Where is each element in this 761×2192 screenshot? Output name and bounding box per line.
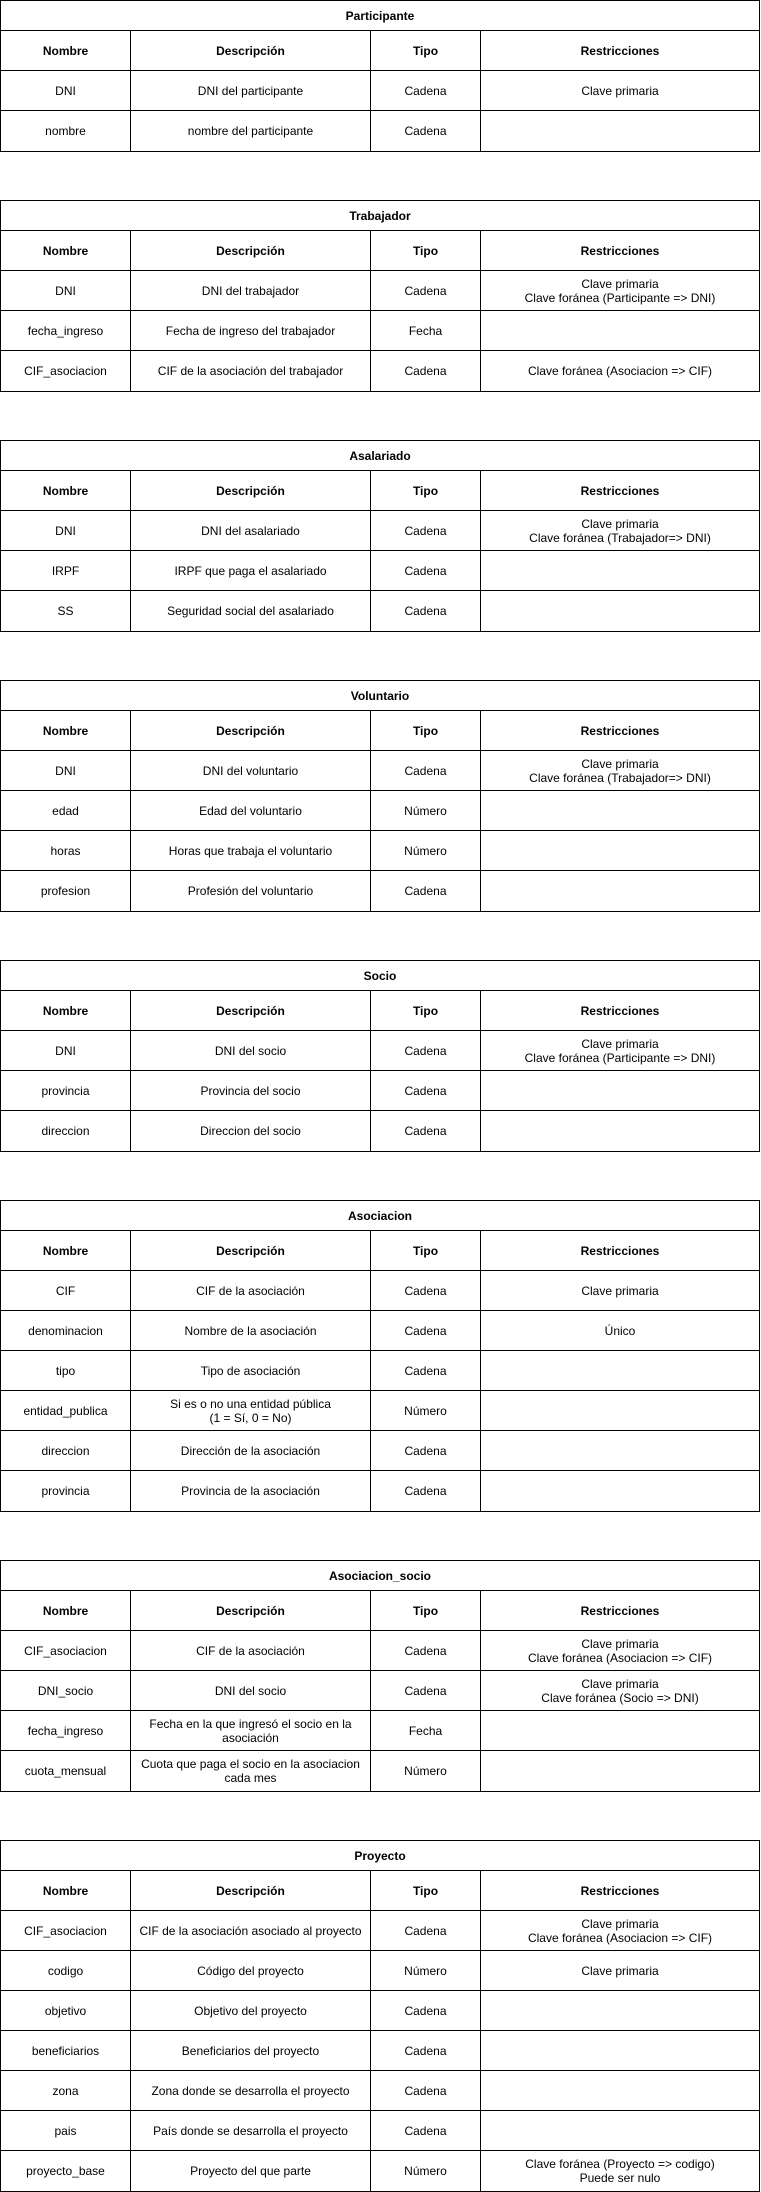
header-tipo: Tipo [371,471,481,510]
nombre-cell: direccion [1,1431,131,1470]
table-row [1,1911,759,1951]
tipo-cell: Cadena [371,271,481,310]
header-descripcion: Descripción [131,231,371,270]
tipo-cell: Número [371,1951,481,1990]
restricciones-cell: Clave primaria Clave foránea (Participante => DNI) [524,276,716,305]
table-row [1,871,759,911]
descripcion-cell: Si es o no una entidad pública (1 = Sí, 0 = No) [131,1391,371,1430]
tipo-cell: Cadena [371,1351,481,1390]
header-row [1,1231,759,1271]
nombre-cell: denominacion [1,1311,131,1350]
descripcion-cell: Proyecto del que parte [131,2151,371,2191]
table-row [1,1711,759,1751]
tipo-cell: Cadena [371,1431,481,1470]
table-title: Asalariado [1,441,759,471]
header-row [1,471,759,511]
tipo-cell: Cadena [371,1271,481,1310]
nombre-cell: CIF_asociacion [1,1911,131,1950]
header-descripcion: Descripción [131,991,371,1030]
header-restricciones: Restricciones [580,1243,660,1258]
header-row [1,31,759,71]
tipo-cell: Cadena [371,1991,481,2030]
tipo-cell: Cadena [371,1911,481,1950]
header-row [1,231,759,271]
tipo-cell: Cadena [371,2031,481,2070]
nombre-cell: codigo [1,1951,131,1990]
descripcion-cell: IRPF que paga el asalariado [131,551,371,590]
tipo-cell: Cadena [371,511,481,550]
restricciones-cell [481,1431,759,1470]
table-row [1,831,759,871]
tipo-cell: Número [371,1751,481,1791]
nombre-cell: nombre [1,111,131,151]
descripcion-cell: CIF de la asociación [131,1271,371,1310]
descripcion-cell: DNI del participante [131,71,371,110]
nombre-cell: profesion [1,871,131,911]
header-row [1,1591,759,1631]
table-title: Trabajador [1,201,759,231]
descripcion-cell: Profesión del voluntario [131,871,371,911]
descripcion-cell: Provincia de la asociación [131,1471,371,1511]
table-title: Asociacion [1,1201,759,1231]
table-row [1,1751,759,1791]
table-row [1,1031,759,1071]
header-restricciones: Restricciones [580,1003,660,1018]
nombre-cell: DNI [1,271,131,310]
header-descripcion: Descripción [131,31,371,70]
restricciones-cell [481,1751,759,1791]
table-row [1,1351,759,1391]
nombre-cell: fecha_ingreso [1,1711,131,1750]
tipo-cell: Cadena [371,551,481,590]
descripcion-cell: Nombre de la asociación [131,1311,371,1350]
table-socio [0,960,760,1152]
descripcion-cell: Direccion del socio [131,1111,371,1151]
table-row [1,591,759,631]
table-asalariado [0,440,760,632]
table-row [1,751,759,791]
nombre-cell: provincia [1,1071,131,1110]
descripcion-cell: Objetivo del proyecto [131,1991,371,2030]
table-row [1,271,759,311]
header-restricciones: Restricciones [580,1883,660,1898]
table-trabajador [0,200,760,392]
table-row [1,791,759,831]
table-participante [0,0,760,152]
descripcion-cell: País donde se desarrolla el proyecto [131,2111,371,2150]
restricciones-cell [481,1071,759,1110]
descripcion-cell: Fecha de ingreso del trabajador [131,311,371,350]
header-descripcion: Descripción [131,711,371,750]
restricciones-cell: Clave primaria Clave foránea (Trabajador=> DNI) [529,516,711,545]
header-nombre: Nombre [1,1591,131,1630]
descripcion-cell: Dirección de la asociación [131,1431,371,1470]
nombre-cell: tipo [1,1351,131,1390]
header-restricciones: Restricciones [580,43,660,58]
table-row [1,111,759,151]
tipo-cell: Número [371,831,481,870]
restricciones-cell: Clave primaria [581,83,659,98]
header-tipo: Tipo [371,1231,481,1270]
header-restricciones: Restricciones [580,723,660,738]
table-row [1,351,759,391]
table-voluntario [0,680,760,912]
descripcion-cell: Código del proyecto [131,1951,371,1990]
table-asociacion [0,1200,760,1512]
tipo-cell: Número [371,791,481,830]
table-row [1,1671,759,1711]
table-row [1,1991,759,2031]
restricciones-cell [481,111,759,151]
header-restricciones: Restricciones [580,483,660,498]
table-title: Socio [1,961,759,991]
restricciones-cell [481,2111,759,2150]
table-row [1,511,759,551]
table-row [1,1631,759,1671]
nombre-cell: pais [1,2111,131,2150]
restricciones-cell [481,871,759,911]
table-row [1,311,759,351]
nombre-cell: beneficiarios [1,2031,131,2070]
header-nombre: Nombre [1,1871,131,1910]
restricciones-cell [481,2031,759,2070]
nombre-cell: DNI [1,511,131,550]
descripcion-cell: Tipo de asociación [131,1351,371,1390]
tipo-cell: Número [371,1391,481,1430]
table-row [1,71,759,111]
restricciones-cell [481,1991,759,2030]
nombre-cell: CIF [1,1271,131,1310]
header-nombre: Nombre [1,231,131,270]
restricciones-cell: Único [604,1323,636,1338]
header-tipo: Tipo [371,1871,481,1910]
table-row [1,1431,759,1471]
table-row [1,2071,759,2111]
tipo-cell: Cadena [371,71,481,110]
restricciones-cell [481,791,759,830]
header-tipo: Tipo [371,1591,481,1630]
header-row [1,711,759,751]
descripcion-cell: Seguridad social del asalariado [131,591,371,631]
restricciones-cell [481,831,759,870]
header-row [1,1871,759,1911]
restricciones-cell: Clave foránea (Proyecto => codigo) Puede ser nulo [525,2157,715,2185]
restricciones-cell: Clave primaria Clave foránea (Asociacion => CIF) [527,1916,713,1945]
nombre-cell: CIF_asociacion [1,351,131,391]
nombre-cell: CIF_asociacion [1,1631,131,1670]
descripcion-cell: DNI del asalariado [131,511,371,550]
nombre-cell: objetivo [1,1991,131,2030]
table-row [1,1471,759,1511]
descripcion-cell: DNI del socio [131,1671,371,1710]
table-row [1,2111,759,2151]
table-asociacion-socio [0,1560,760,1792]
table-title: Voluntario [1,681,759,711]
table-title: Asociacion_socio [1,1561,759,1591]
tipo-cell: Cadena [371,1471,481,1511]
table-row [1,1271,759,1311]
nombre-cell: fecha_ingreso [1,311,131,350]
nombre-cell: direccion [1,1111,131,1151]
restricciones-cell [481,551,759,590]
restricciones-cell [481,1391,759,1430]
header-nombre: Nombre [1,711,131,750]
restricciones-cell: Clave foránea (Asociacion => CIF) [527,364,713,378]
header-tipo: Tipo [371,711,481,750]
table-row [1,551,759,591]
restricciones-cell: Clave primaria Clave foránea (Participante => DNI) [524,1036,716,1065]
descripcion-cell: Horas que trabaja el voluntario [131,831,371,870]
restricciones-cell: Clave primaria [581,1283,659,1298]
tipo-cell: Número [371,2151,481,2191]
table-row [1,2151,759,2191]
tipo-cell: Fecha [371,1711,481,1750]
tipo-cell: Cadena [371,1071,481,1110]
table-row [1,1111,759,1151]
nombre-cell: zona [1,2071,131,2110]
descripcion-cell: Zona donde se desarrolla el proyecto [131,2071,371,2110]
header-descripcion: Descripción [131,1591,371,1630]
descripcion-cell: Provincia del socio [131,1071,371,1110]
tipo-cell: Cadena [371,2111,481,2150]
descripcion-cell: DNI del voluntario [131,751,371,790]
descripcion-cell: Edad del voluntario [131,791,371,830]
header-tipo: Tipo [371,231,481,270]
header-restricciones: Restricciones [580,243,660,258]
tipo-cell: Cadena [371,111,481,151]
header-nombre: Nombre [1,31,131,70]
table-row [1,1951,759,1991]
tipo-cell: Cadena [371,2071,481,2110]
restricciones-cell [481,591,759,631]
nombre-cell: DNI [1,1031,131,1070]
descripcion-cell: DNI del trabajador [131,271,371,310]
header-descripcion: Descripción [131,1231,371,1270]
nombre-cell: entidad_publica [1,1391,131,1430]
header-descripcion: Descripción [131,471,371,510]
restricciones-cell [481,1711,759,1750]
table-row [1,1311,759,1351]
tipo-cell: Cadena [371,1111,481,1151]
table-row [1,1071,759,1111]
descripcion-cell: Beneficiarios del proyecto [131,2031,371,2070]
header-nombre: Nombre [1,991,131,1030]
header-descripcion: Descripción [131,1871,371,1910]
nombre-cell: edad [1,791,131,830]
nombre-cell: SS [1,591,131,631]
descripcion-cell: CIF de la asociación [131,1631,371,1670]
header-tipo: Tipo [371,991,481,1030]
header-tipo: Tipo [371,31,481,70]
table-row [1,1391,759,1431]
nombre-cell: IRPF [1,551,131,590]
tipo-cell: Fecha [371,311,481,350]
header-nombre: Nombre [1,1231,131,1270]
table-proyecto [0,1840,760,2192]
nombre-cell: proyecto_base [1,2151,131,2191]
restricciones-cell [481,2071,759,2110]
header-restricciones: Restricciones [580,1603,660,1618]
nombre-cell: provincia [1,1471,131,1511]
nombre-cell: cuota_mensual [1,1751,131,1791]
tipo-cell: Cadena [371,751,481,790]
descripcion-cell: CIF de la asociación del trabajador [131,351,371,391]
descripcion-cell: CIF de la asociación asociado al proyecto [131,1911,371,1950]
tipo-cell: Cadena [371,351,481,391]
table-title: Participante [1,1,759,31]
descripcion-cell: nombre del participante [131,111,371,151]
descripcion-cell: Fecha en la que ingresó el socio en la asociación [131,1711,371,1750]
table-title: Proyecto [1,1841,759,1871]
restricciones-cell: Clave primaria Clave foránea (Asociacion => CIF) [527,1636,713,1665]
tipo-cell: Cadena [371,871,481,911]
tipo-cell: Cadena [371,1031,481,1070]
restricciones-cell [481,1471,759,1511]
descripcion-cell: DNI del socio [131,1031,371,1070]
table-row [1,2031,759,2071]
nombre-cell: horas [1,831,131,870]
nombre-cell: DNI [1,71,131,110]
header-row [1,991,759,1031]
tipo-cell: Cadena [371,1311,481,1350]
nombre-cell: DNI [1,751,131,790]
tipo-cell: Cadena [371,1671,481,1710]
header-nombre: Nombre [1,471,131,510]
tipo-cell: Cadena [371,1631,481,1670]
descripcion-cell: Cuota que paga el socio en la asociacion cada mes [131,1751,371,1791]
restricciones-cell [481,311,759,350]
restricciones-cell: Clave primaria [581,1963,659,1978]
restricciones-cell [481,1111,759,1151]
restricciones-cell: Clave primaria Clave foránea (Socio => DNI) [541,1676,699,1705]
restricciones-cell: Clave primaria Clave foránea (Trabajador=> DNI) [529,756,711,785]
tipo-cell: Cadena [371,591,481,631]
restricciones-cell [481,1351,759,1390]
nombre-cell: DNI_socio [1,1671,131,1710]
